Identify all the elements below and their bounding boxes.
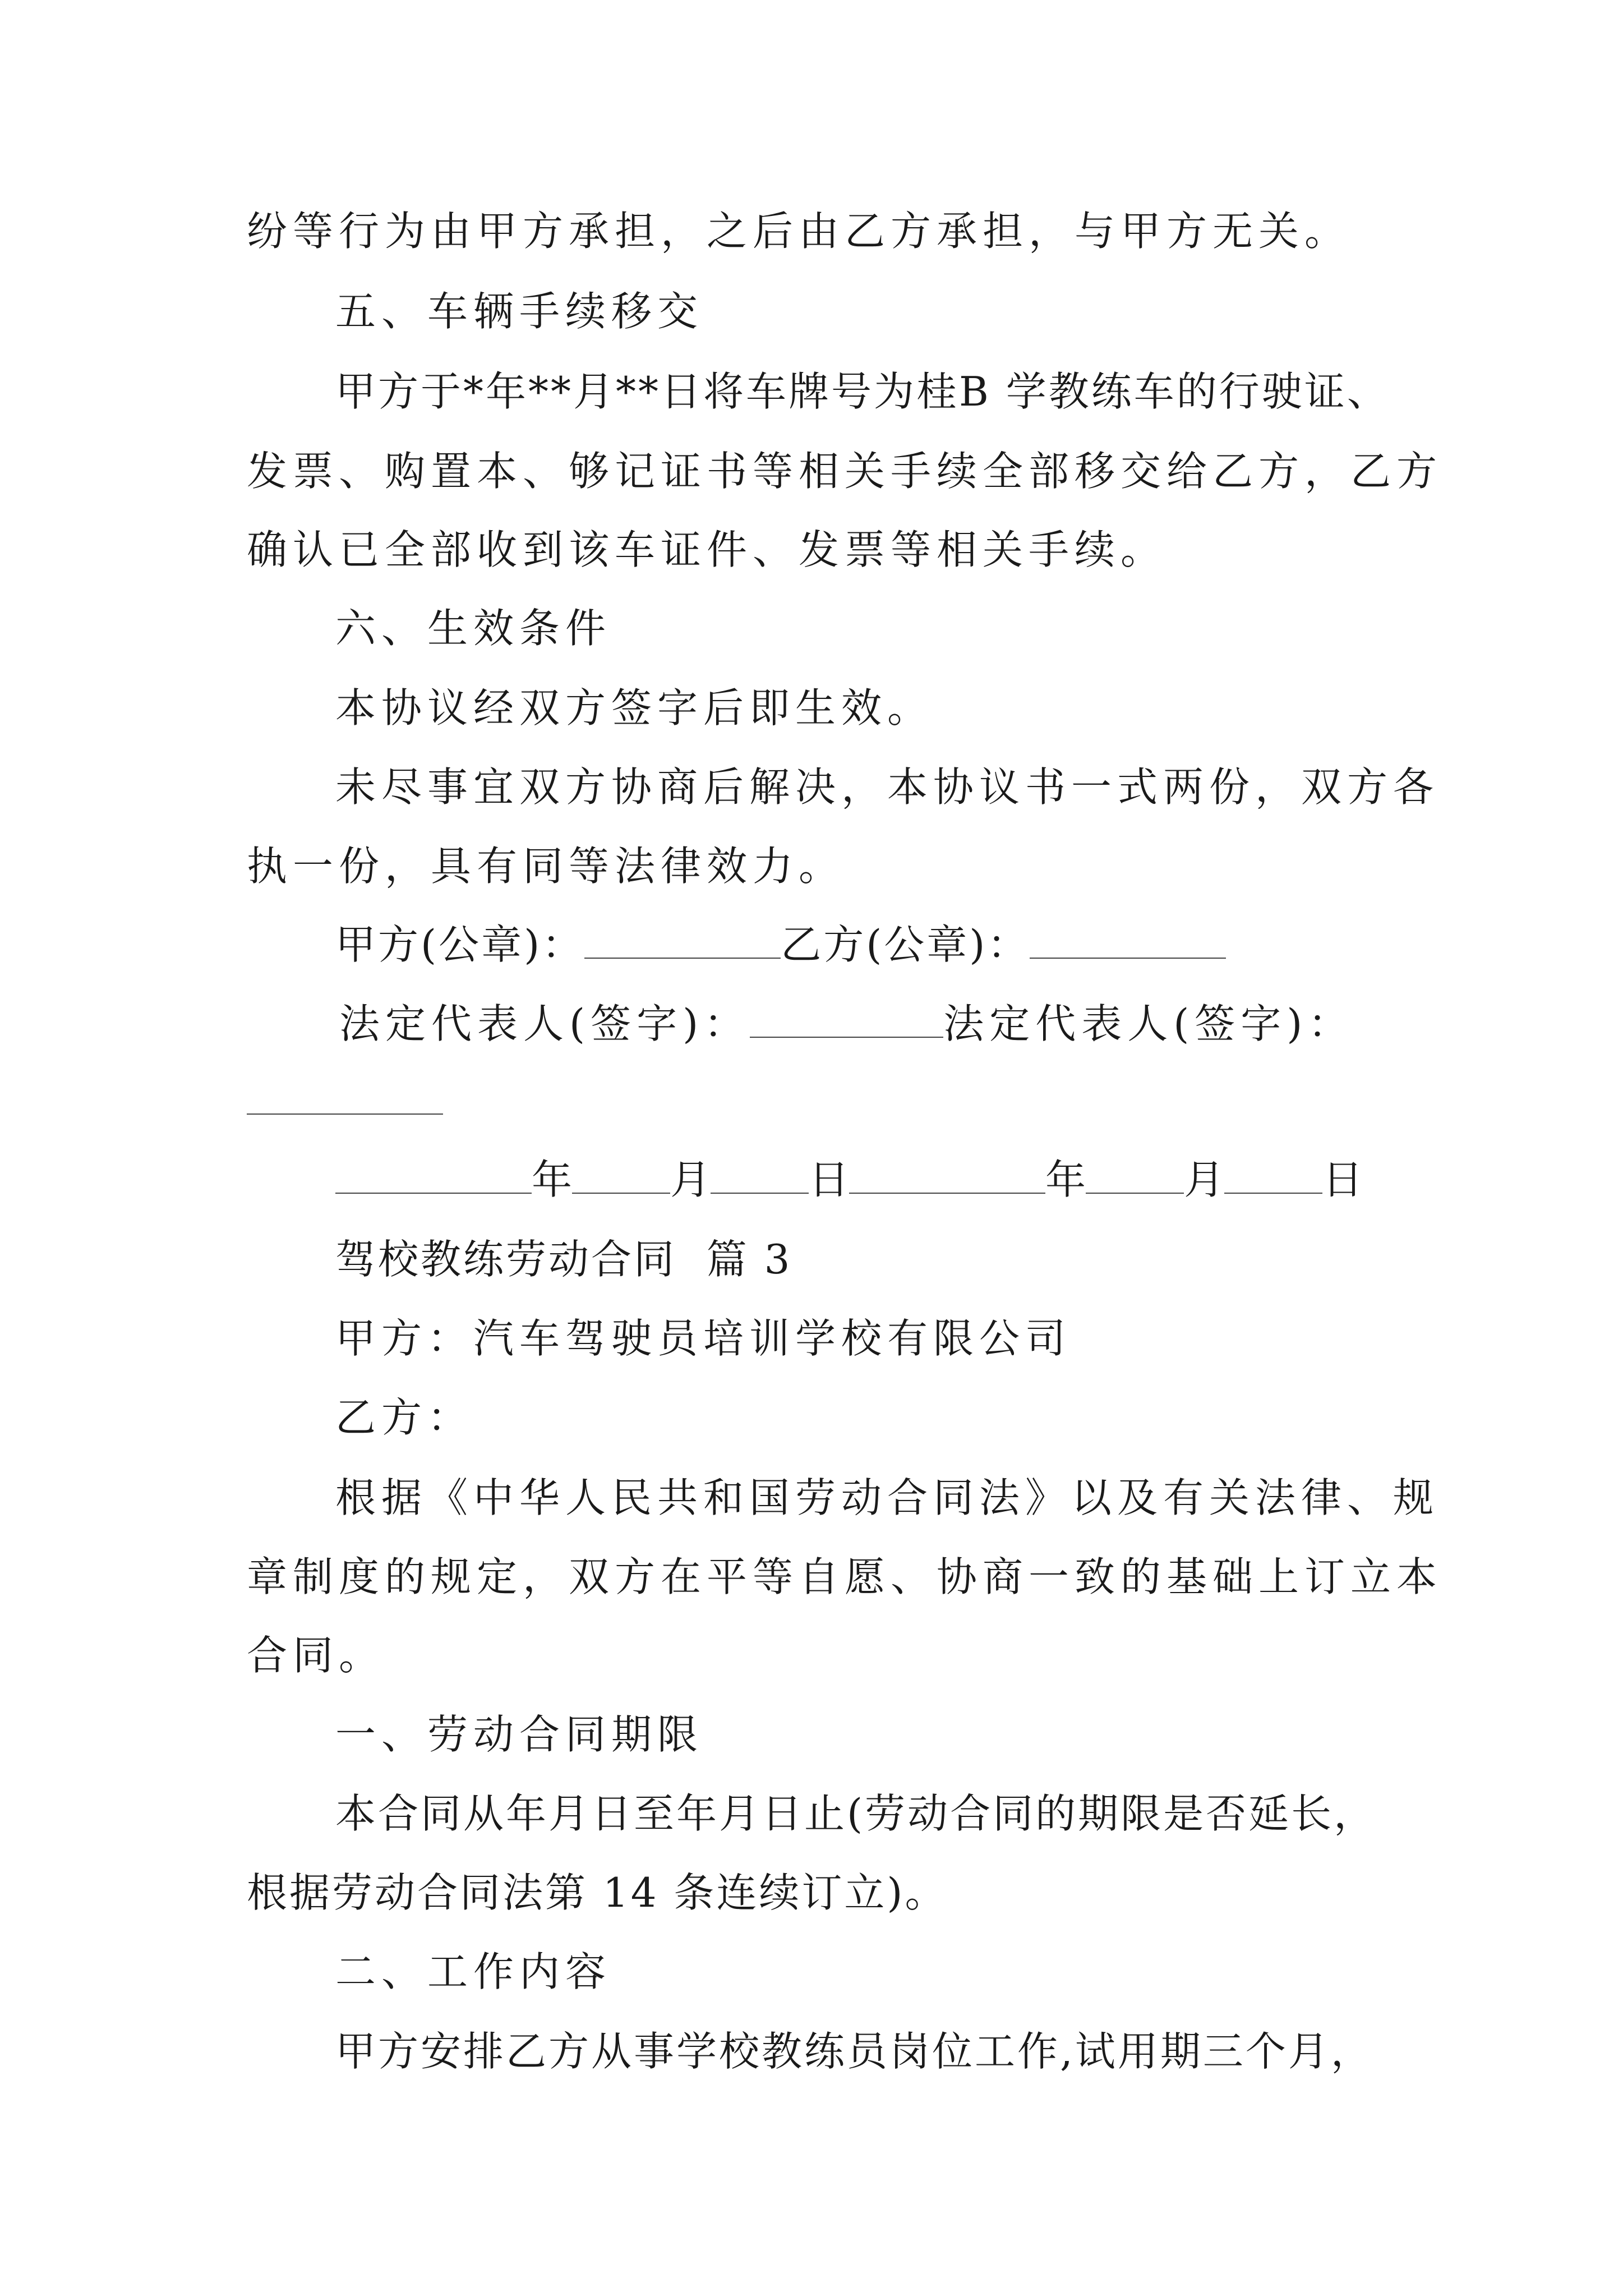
representative-line	[339, 996, 1354, 1052]
section-heading: 一、劳动合同期限	[335, 1711, 704, 1758]
date-a-year-blank	[335, 1158, 532, 1194]
party-b-rep-label: 法定代表人(签字)：	[943, 1000, 1354, 1047]
section-title: 驾校教练劳动合同 篇 3	[335, 1236, 792, 1283]
party-b-seal-label: 乙方(公章)：	[781, 921, 1030, 968]
party-a-seal-blank	[584, 923, 781, 959]
date-line	[335, 1152, 1363, 1208]
date-b-day-label: 日	[1322, 1156, 1363, 1203]
date-a-year-label: 年	[532, 1156, 573, 1203]
date-a-day-label: 日	[809, 1156, 850, 1203]
paragraph-line: 执一份，具有同等法律效力。	[247, 843, 845, 890]
representative-blank-line	[247, 1073, 443, 1129]
paragraph-line: 甲方安排乙方从事学校教练员岗位工作,试用期三个月，	[335, 2028, 1373, 2075]
date-a-day-blank	[711, 1158, 809, 1194]
party-b-line: 乙方：	[335, 1394, 474, 1441]
paragraph-line: 本合同从年月日至年月日止(劳动合同的期限是否延长，	[335, 1790, 1377, 1837]
paragraph-line: 纷等行为由甲方承担，之后由乙方承担，与甲方无关。	[247, 208, 1351, 255]
date-b-year-blank	[849, 1158, 1045, 1194]
paragraph-line: 根据《中华人民共和国劳动合同法》以及有关法律、规	[335, 1474, 1440, 1521]
paragraph-line: 本协议经双方签字后即生效。	[335, 684, 934, 731]
paragraph-line: 根据劳动合同法第 14 条连续订立)。	[247, 1869, 948, 1916]
paragraph-line: 未尽事宜双方协商后解决，本协议书一式两份，双方各	[335, 763, 1440, 811]
section-heading: 五、车辆手续移交	[335, 288, 704, 335]
party-a-rep-label: 法定代表人(签字)：	[339, 1000, 750, 1047]
paragraph-line: 甲方于*年**月**日将车牌号为桂B 学教练车的行驶证、	[335, 368, 1390, 415]
date-a-month-label: 月	[670, 1156, 711, 1203]
date-b-year-label: 年	[1045, 1156, 1086, 1203]
paragraph-line: 确认已全部收到该车证件、发票等相关手续。	[247, 526, 1167, 573]
party-b-rep-blank	[247, 1079, 443, 1115]
paragraph-line: 合同。	[247, 1632, 385, 1679]
paragraph-line: 发票、购置本、够记证书等相关手续全部移交给乙方，乙方	[247, 448, 1443, 495]
date-b-day-blank	[1224, 1158, 1322, 1194]
date-b-month-label: 月	[1184, 1156, 1225, 1203]
party-b-seal-blank	[1030, 923, 1226, 959]
seal-line	[335, 917, 1226, 973]
date-a-month-blank	[572, 1158, 670, 1194]
date-b-month-blank	[1086, 1158, 1184, 1194]
section-heading: 六、生效条件	[335, 605, 612, 652]
party-a-line: 甲方：汽车驾驶员培训学校有限公司	[335, 1315, 1072, 1362]
paragraph-line: 章制度的规定，双方在平等自愿、协商一致的基础上订立本	[247, 1553, 1443, 1600]
party-a-seal-label: 甲方(公章)：	[335, 921, 585, 968]
section-heading: 二、工作内容	[335, 1948, 612, 1995]
party-a-rep-blank	[750, 1002, 943, 1038]
